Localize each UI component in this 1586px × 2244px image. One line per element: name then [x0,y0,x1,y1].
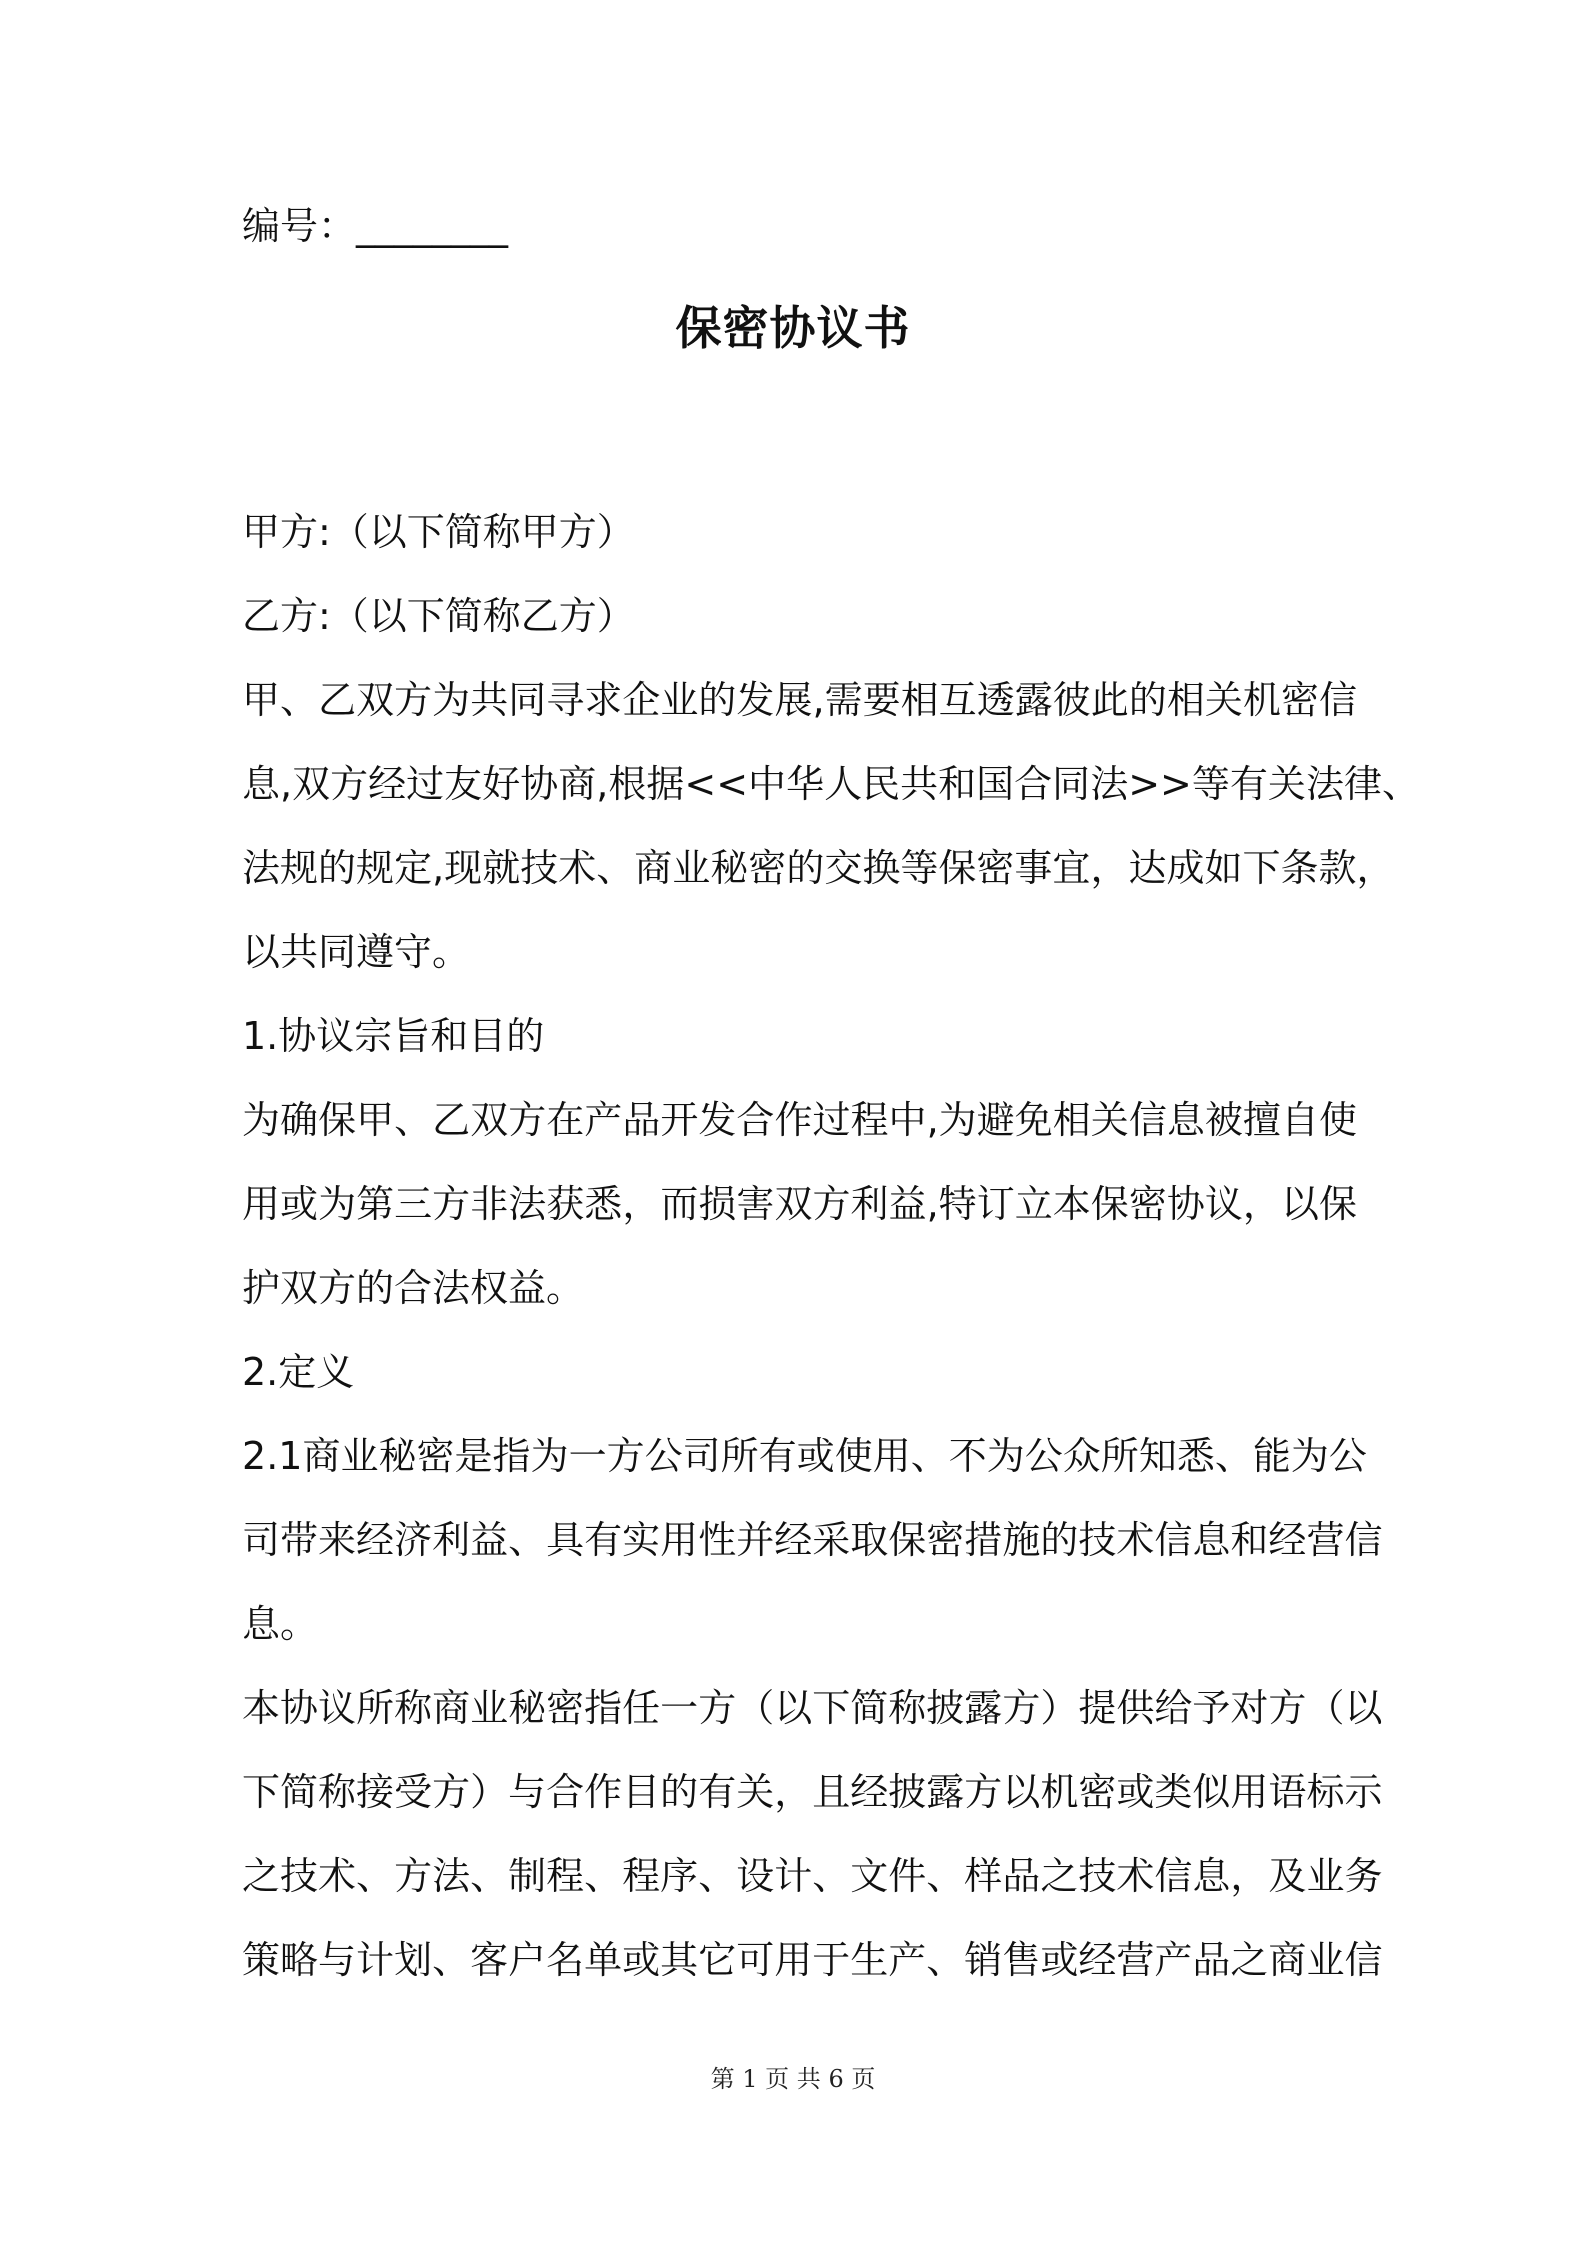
body-line: 下 简 称 接 受 方 ） 与 合 作 目 的 有 关 ， 且 经 披 露 方 以 机 密 或 类 似 用 语 标 示 [242,1770,1383,1814]
body-line: 2.定义 [242,1350,355,1394]
page-footer: 第 1 页 共 6 页 [710,2065,876,2093]
body-line: 为 确 保 甲 、 乙 双 方 在 产 品 开 发 合 作 过 程 中 , 为 避 免 相 关 信 息 被 擅 自 使 [242,1098,1357,1142]
body-line: 本 协 议 所 称 商 业 秘 密 指 任 一 方 （ 以 下 简 称 披 露 方 ） 提 供 给 予 对 方 （ 以 [242,1686,1383,1730]
body-line: 甲 、 乙 双 方 为 共 同 寻 求 企 业 的 发 展 , 需 要 相 互 透 露 彼 此 的 相 关 机 密 信 [242,678,1357,722]
body-line: 司 带 来 经 济 利 益 、 具 有 实 用 性 并 经 采 取 保 密 措 施 的 技 术 信 息 和 经 营 信 [242,1518,1383,1562]
body-line: 以共同遵守。 [242,930,471,974]
document-number: 编号：________ [242,204,509,248]
document-title: 保密协议书 [675,301,911,355]
body-line: 策 略 与 计 划 、 客 户 名 单 或 其 它 可 用 于 生 产 、 销 售 或 经 营 产 品 之 商 业 信 [242,1938,1383,1982]
body-line: 用 或 为 第 三 方 非 法 获 悉 ， 而 损 害 双 方 利 益 , 特 订 立 本 保 密 协 议 ， 以 保 [242,1182,1357,1226]
body-line: 1.协议宗旨和目的 [242,1014,545,1058]
body-line: 护双方的合法权益。 [242,1266,585,1310]
body-line: 息。 [242,1602,319,1646]
body-line: 2 . 1 商 业 秘 密 是 指 为 一 方 公 司 所 有 或 使 用 、 不 为 公 众 所 知 悉 、 能 为 公 [242,1434,1367,1478]
body-line: 乙方:（以下简称乙方） [242,594,635,638]
document-body [242,490,1420,2002]
body-line: 甲方:（以下简称甲方） [242,510,635,554]
body-line: 息 , 双 方 经 过 友 好 协 商 , 根 据 < < 中 华 人 民 共 和 国 合 同 法 > > 等 有 关 法 律 、 [242,762,1420,806]
body-line: 之 技 术 、 方 法 、 制 程 、 程 序 、 设 计 、 文 件 、 样 品 之 技 术 信 息 ， 及 业 务 [242,1854,1383,1898]
body-line: 法 规 的 规 定 , 现 就 技 术 、 商 业 秘 密 的 交 换 等 保 密 事 宜 ， 达 成 如 下 条 款 ， [242,846,1395,890]
